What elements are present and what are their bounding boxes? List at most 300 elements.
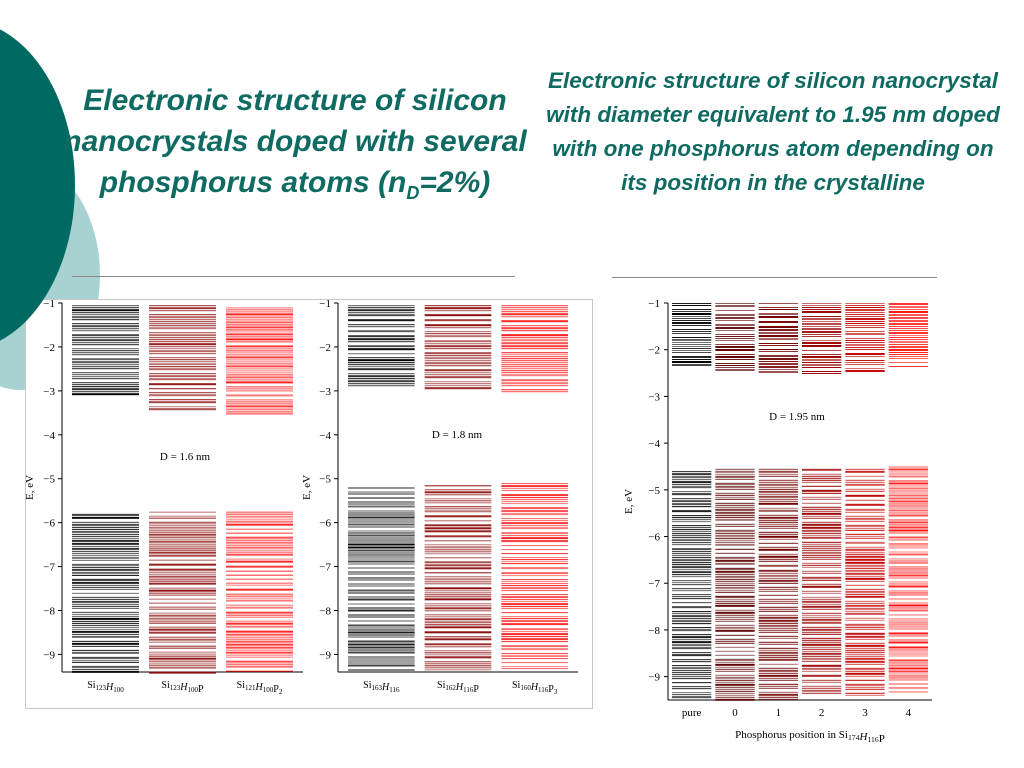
- energy-level: [226, 386, 293, 387]
- energy-level: [348, 652, 415, 654]
- energy-level: [348, 578, 415, 579]
- energy-level: [149, 341, 216, 342]
- energy-level: [72, 575, 139, 576]
- energy-level: [672, 692, 711, 693]
- energy-level: [226, 363, 293, 364]
- energy-level: [501, 655, 568, 657]
- energy-level: [425, 360, 492, 361]
- energy-level: [226, 341, 293, 342]
- chart-d18: [301, 298, 578, 696]
- energy-level: [672, 320, 711, 321]
- energy-level: [149, 607, 216, 608]
- energy-level: [889, 604, 928, 606]
- energy-level: [802, 305, 841, 306]
- energy-level: [425, 331, 492, 332]
- energy-level: [226, 639, 293, 640]
- energy-level: [845, 360, 884, 361]
- energy-level: [715, 505, 754, 506]
- energy-level: [672, 352, 711, 353]
- energy-level: [802, 682, 841, 683]
- energy-level: [889, 635, 928, 636]
- energy-level: [802, 311, 841, 313]
- energy-level: [425, 369, 492, 371]
- energy-level: [672, 316, 711, 317]
- energy-level: [348, 307, 415, 308]
- energy-level: [226, 394, 293, 396]
- energy-level: [501, 540, 568, 542]
- energy-level: [802, 373, 841, 374]
- energy-level: [845, 576, 884, 577]
- energy-level: [715, 474, 754, 475]
- energy-level: [802, 601, 841, 603]
- y-axis-label: E, eV: [301, 474, 313, 501]
- energy-level: [72, 662, 139, 663]
- energy-level: [672, 629, 711, 631]
- energy-level: [759, 583, 798, 584]
- energy-level: [759, 363, 798, 365]
- energy-level: [348, 498, 415, 499]
- energy-level: [72, 560, 139, 561]
- energy-level: [501, 372, 568, 373]
- energy-level: [149, 629, 216, 631]
- energy-level: [226, 403, 293, 404]
- energy-level: [845, 552, 884, 553]
- energy-level: [672, 661, 711, 662]
- energy-level: [226, 540, 293, 541]
- energy-level: [715, 334, 754, 335]
- energy-level: [425, 362, 492, 364]
- energy-level: [759, 335, 798, 337]
- energy-level: [845, 327, 884, 328]
- energy-level: [672, 525, 711, 526]
- energy-level: [501, 488, 568, 489]
- energy-level: [759, 607, 798, 608]
- energy-level: [425, 646, 492, 647]
- energy-level: [802, 364, 841, 366]
- energy-level: [226, 352, 293, 353]
- energy-level: [672, 527, 711, 528]
- energy-level: [672, 654, 711, 656]
- energy-level: [802, 478, 841, 479]
- energy-level: [889, 349, 928, 351]
- energy-level: [845, 344, 884, 346]
- energy-level: [501, 316, 568, 317]
- energy-level: [715, 675, 754, 676]
- energy-level: [715, 568, 754, 570]
- energy-level: [845, 627, 884, 628]
- energy-level: [348, 608, 415, 609]
- energy-level: [715, 612, 754, 614]
- energy-level: [889, 624, 928, 625]
- energy-level: [348, 359, 415, 361]
- energy-level: [672, 361, 711, 363]
- energy-level: [72, 319, 139, 320]
- energy-level: [715, 517, 754, 518]
- energy-level: [802, 326, 841, 327]
- energy-level: [889, 626, 928, 627]
- energy-level: [226, 372, 293, 373]
- energy-level: [759, 680, 798, 681]
- energy-level: [802, 580, 841, 581]
- energy-level: [425, 385, 492, 386]
- energy-level: [802, 334, 841, 335]
- energy-level: [889, 339, 928, 340]
- energy-level: [72, 388, 139, 390]
- energy-level: [226, 338, 293, 340]
- energy-level: [348, 502, 415, 503]
- energy-level: [226, 600, 293, 602]
- energy-level: [845, 581, 884, 582]
- energy-level: [715, 320, 754, 321]
- level-column: [889, 303, 928, 692]
- energy-level: [226, 533, 293, 534]
- energy-level: [759, 332, 798, 334]
- energy-level: [226, 514, 293, 515]
- energy-level: [845, 534, 884, 535]
- energy-level: [149, 590, 216, 592]
- energy-level: [672, 303, 711, 304]
- energy-level: [501, 345, 568, 347]
- energy-level: [672, 333, 711, 334]
- energy-level: [425, 502, 492, 503]
- energy-level: [715, 610, 754, 611]
- energy-level: [72, 540, 139, 542]
- energy-level: [715, 682, 754, 683]
- column-label: $Si_{163}H_{116}$: [363, 680, 400, 694]
- energy-level: [802, 530, 841, 532]
- energy-level: [802, 548, 841, 549]
- energy-level: [501, 623, 568, 625]
- energy-level: [889, 471, 928, 472]
- energy-level: [759, 561, 798, 562]
- y-tick-label: −6: [648, 531, 660, 544]
- energy-level: [348, 324, 415, 325]
- energy-level: [501, 356, 568, 357]
- energy-level: [802, 622, 841, 624]
- energy-level: [845, 613, 884, 615]
- energy-level: [425, 319, 492, 321]
- energy-level: [348, 517, 415, 519]
- energy-level: [149, 661, 216, 662]
- energy-level: [672, 544, 711, 545]
- energy-level: [672, 515, 711, 516]
- energy-level: [72, 312, 139, 313]
- energy-level: [149, 595, 216, 596]
- energy-level: [501, 594, 568, 595]
- energy-level: [226, 329, 293, 330]
- energy-level: [802, 309, 841, 310]
- energy-level: [425, 603, 492, 604]
- energy-level: [348, 513, 415, 514]
- energy-level: [672, 479, 711, 480]
- energy-level: [348, 338, 415, 340]
- energy-level: [672, 623, 711, 624]
- energy-level: [72, 625, 139, 626]
- column-label: 3: [862, 707, 868, 719]
- energy-level: [889, 628, 928, 629]
- energy-level: [226, 529, 293, 530]
- energy-level: [72, 538, 139, 539]
- energy-level: [425, 656, 492, 658]
- energy-level: [226, 561, 293, 563]
- energy-level: [226, 583, 293, 584]
- energy-level: [149, 618, 216, 620]
- energy-level: [715, 533, 754, 534]
- energy-level: [348, 617, 415, 618]
- energy-level: [226, 641, 293, 643]
- energy-level: [802, 629, 841, 631]
- energy-level: [501, 628, 568, 630]
- energy-level: [889, 507, 928, 508]
- energy-level: [802, 482, 841, 483]
- energy-level: [149, 648, 216, 649]
- energy-level: [72, 314, 139, 315]
- energy-level: [759, 532, 798, 533]
- energy-level: [72, 579, 139, 581]
- energy-level: [759, 615, 798, 616]
- energy-level: [759, 536, 798, 538]
- energy-level: [72, 569, 139, 571]
- energy-level: [759, 620, 798, 622]
- energy-level: [889, 551, 928, 552]
- energy-level: [889, 662, 928, 663]
- energy-level: [72, 339, 139, 341]
- energy-level: [845, 695, 884, 696]
- energy-level: [226, 309, 293, 310]
- energy-level: [501, 337, 568, 338]
- energy-level: [149, 637, 216, 638]
- energy-level: [72, 366, 139, 367]
- energy-level: [425, 387, 492, 389]
- energy-level: [425, 535, 492, 537]
- energy-level: [889, 558, 928, 559]
- energy-level: [672, 606, 711, 608]
- energy-level: [889, 553, 928, 555]
- energy-level: [226, 607, 293, 609]
- energy-level: [149, 375, 216, 377]
- energy-level: [845, 307, 884, 308]
- energy-level: [802, 507, 841, 508]
- energy-level: [889, 475, 928, 477]
- energy-level: [889, 519, 928, 520]
- y-tick-label: −6: [43, 517, 55, 530]
- energy-level: [802, 497, 841, 498]
- energy-level: [715, 630, 754, 632]
- energy-level: [759, 351, 798, 352]
- energy-level: [226, 324, 293, 325]
- energy-level: [149, 361, 216, 362]
- energy-level: [715, 687, 754, 688]
- energy-level: [715, 671, 754, 672]
- energy-level: [348, 492, 415, 493]
- energy-level: [802, 499, 841, 500]
- energy-level: [149, 394, 216, 396]
- energy-level: [72, 634, 139, 635]
- energy-level: [672, 559, 711, 561]
- energy-level: [845, 633, 884, 635]
- energy-level: [226, 333, 293, 335]
- energy-level: [759, 664, 798, 665]
- energy-level: [802, 668, 841, 670]
- energy-level: [425, 305, 492, 306]
- energy-level: [348, 661, 415, 662]
- energy-level: [348, 542, 415, 543]
- energy-level: [759, 673, 798, 674]
- energy-level: [501, 364, 568, 365]
- energy-level: [759, 578, 798, 579]
- energy-level: [348, 535, 415, 537]
- energy-level: [348, 527, 415, 528]
- energy-level: [672, 571, 711, 573]
- energy-level: [501, 549, 568, 550]
- energy-level: [226, 405, 293, 407]
- energy-level: [425, 578, 492, 580]
- y-tick-label: −1: [319, 298, 331, 310]
- energy-level: [889, 572, 928, 573]
- energy-level: [759, 554, 798, 555]
- energy-level: [845, 664, 884, 665]
- energy-level: [672, 311, 711, 312]
- energy-level: [889, 332, 928, 334]
- energy-level: [715, 605, 754, 607]
- energy-level: [425, 576, 492, 577]
- energy-level: [226, 365, 293, 367]
- energy-level: [759, 570, 798, 572]
- level-column: [149, 305, 216, 673]
- energy-level: [226, 321, 293, 323]
- energy-level: [715, 587, 754, 589]
- energy-level: [889, 352, 928, 353]
- energy-level: [889, 547, 928, 548]
- energy-level: [149, 332, 216, 333]
- y-tick-label: −9: [319, 649, 331, 662]
- energy-level: [425, 515, 492, 517]
- energy-level: [845, 305, 884, 306]
- energy-level: [715, 643, 754, 644]
- energy-level: [501, 567, 568, 569]
- energy-level: [348, 494, 415, 495]
- energy-level: [759, 591, 798, 592]
- energy-level: [348, 604, 415, 605]
- energy-level: [889, 622, 928, 623]
- energy-level: [802, 524, 841, 526]
- energy-level: [889, 667, 928, 669]
- energy-level: [802, 586, 841, 588]
- energy-level: [845, 333, 884, 335]
- energy-level: [72, 348, 139, 349]
- energy-level: [715, 367, 754, 368]
- energy-level: [348, 341, 415, 342]
- energy-level: [715, 497, 754, 498]
- energy-level: [425, 527, 492, 529]
- energy-level: [845, 476, 884, 477]
- energy-level: [845, 654, 884, 655]
- energy-level: [802, 577, 841, 579]
- energy-level: [715, 471, 754, 473]
- energy-level: [672, 491, 711, 492]
- energy-level: [672, 510, 711, 512]
- energy-level: [845, 661, 884, 663]
- y-tick-label: −4: [648, 438, 660, 451]
- energy-level: [672, 627, 711, 628]
- energy-level: [759, 358, 798, 360]
- energy-level: [715, 590, 754, 591]
- energy-level: [226, 354, 293, 355]
- energy-level: [715, 651, 754, 652]
- energy-level: [348, 663, 415, 664]
- energy-level: [715, 542, 754, 543]
- energy-level: [672, 667, 711, 669]
- energy-level: [759, 307, 798, 308]
- energy-level: [759, 487, 798, 488]
- energy-level: [501, 483, 568, 484]
- energy-level: [226, 356, 293, 358]
- energy-level: [149, 588, 216, 589]
- energy-level: [889, 497, 928, 499]
- energy-level: [889, 602, 928, 603]
- energy-level: [72, 352, 139, 353]
- energy-level: [802, 649, 841, 650]
- column-label: 1: [775, 707, 782, 719]
- energy-level: [672, 364, 711, 366]
- energy-level: [802, 688, 841, 689]
- energy-level: [226, 605, 293, 606]
- energy-level: [501, 520, 568, 521]
- energy-level: [672, 588, 711, 589]
- energy-level: [759, 547, 798, 548]
- energy-level: [672, 331, 711, 332]
- energy-level: [348, 650, 415, 651]
- energy-level: [501, 327, 568, 329]
- energy-level: [802, 651, 841, 652]
- energy-level: [845, 303, 884, 304]
- energy-level: [72, 376, 139, 377]
- energy-level: [348, 615, 415, 616]
- energy-level: [501, 342, 568, 344]
- energy-level: [845, 652, 884, 653]
- energy-level: [348, 647, 415, 649]
- energy-level: [348, 544, 415, 546]
- energy-level: [715, 583, 754, 584]
- energy-level: [348, 625, 415, 627]
- energy-level: [501, 633, 568, 635]
- energy-level: [845, 605, 884, 607]
- energy-level: [226, 550, 293, 551]
- energy-level: [845, 342, 884, 343]
- energy-level: [501, 354, 568, 355]
- energy-level: [348, 572, 415, 573]
- energy-level: [348, 335, 415, 337]
- energy-level: [802, 546, 841, 547]
- energy-level: [802, 522, 841, 523]
- energy-level: [715, 479, 754, 480]
- energy-level: [226, 545, 293, 546]
- energy-level: [149, 574, 216, 575]
- energy-level: [845, 594, 884, 595]
- energy-level: [672, 636, 711, 638]
- energy-level: [501, 374, 568, 376]
- energy-level: [72, 629, 139, 630]
- energy-level: [759, 692, 798, 693]
- energy-level: [715, 310, 754, 311]
- energy-level: [425, 520, 492, 521]
- energy-level: [226, 408, 293, 410]
- energy-level: [348, 305, 415, 306]
- energy-level: [501, 545, 568, 546]
- energy-level: [715, 693, 754, 694]
- energy-level: [759, 575, 798, 577]
- y-tick-label: −4: [319, 429, 331, 442]
